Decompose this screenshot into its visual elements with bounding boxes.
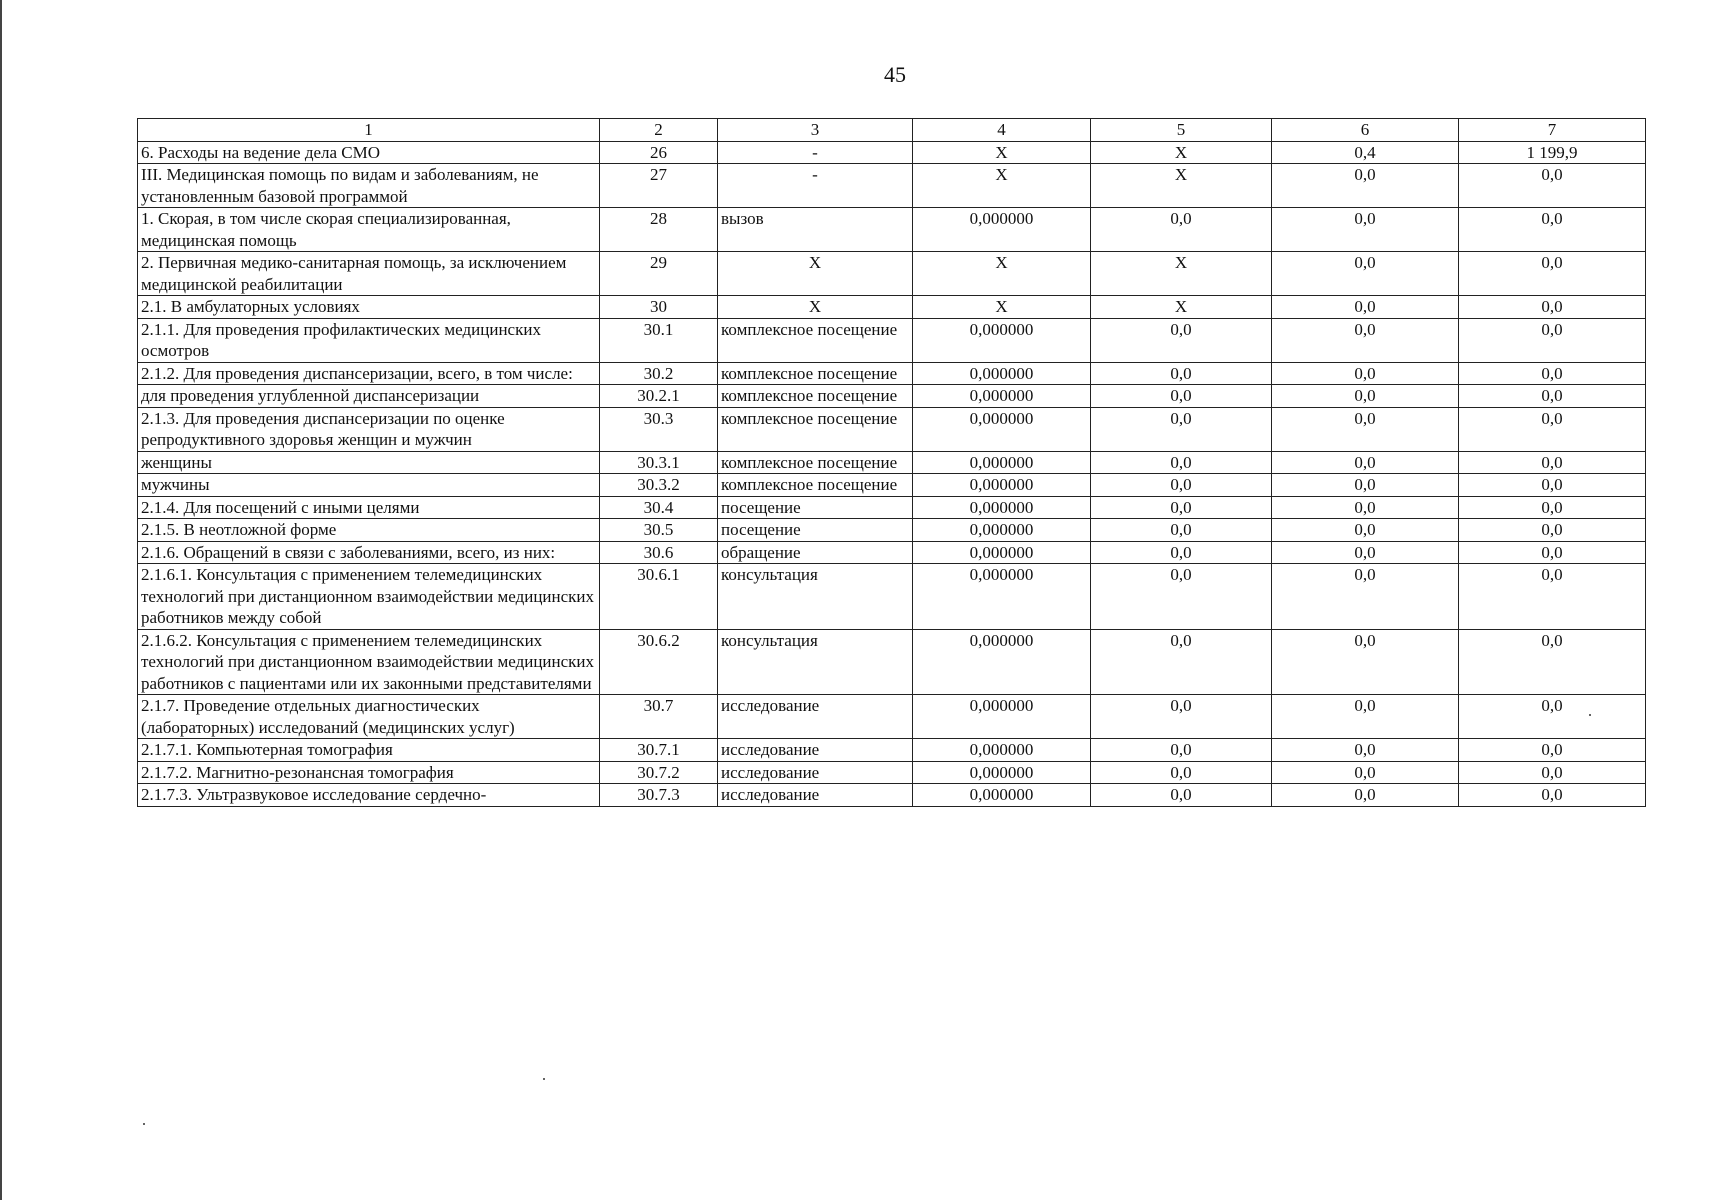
table-cell-5: 0,0 <box>1091 362 1272 385</box>
table-cell-1: 2.1.7.1. Компьютерная томография <box>138 739 600 762</box>
table-row <box>138 141 1646 164</box>
table-cell-2: 27 <box>600 164 718 208</box>
table-cell-1: для проведения углубленной диспансеризации <box>138 385 600 408</box>
table-cell-2: 30.7 <box>600 695 718 739</box>
table-cell-6: 0,0 <box>1272 784 1459 807</box>
table-cell-4: 0,000000 <box>913 784 1091 807</box>
table-cell-4: 0,000000 <box>913 208 1091 252</box>
table-cell-6: 0,0 <box>1272 739 1459 762</box>
table-row <box>138 761 1646 784</box>
table-cell-2: 28 <box>600 208 718 252</box>
table-cell-5: 0,0 <box>1091 784 1272 807</box>
table-cell-3: обращение <box>718 541 913 564</box>
table-cell-4: 0,000000 <box>913 496 1091 519</box>
table-cell-2: 30.6.2 <box>600 629 718 695</box>
table-cell-3: комплексное посещение <box>718 407 913 451</box>
table-cell-2: 30.3.2 <box>600 474 718 497</box>
table-cell-6: 0,0 <box>1272 318 1459 362</box>
table-cell-6: 0,4 <box>1272 141 1459 164</box>
table-row <box>138 385 1646 408</box>
table-cell-3: - <box>718 141 913 164</box>
table-cell-7: 0,0 <box>1459 519 1646 542</box>
table-cell-7: 0,0 <box>1459 407 1646 451</box>
table-cell-4: 0,000000 <box>913 385 1091 408</box>
table-cell-7: 0,0 <box>1459 362 1646 385</box>
table-cell-4: 0,000000 <box>913 629 1091 695</box>
scan-edge <box>0 0 2 1200</box>
table-row <box>138 252 1646 296</box>
table-cell-1: 2.1. В амбулаторных условиях <box>138 296 600 319</box>
table-cell-5: Х <box>1091 296 1272 319</box>
table-cell-5: 0,0 <box>1091 629 1272 695</box>
table-cell-4: 0,000000 <box>913 519 1091 542</box>
header-cell: 4 <box>913 119 1091 142</box>
header-cell: 5 <box>1091 119 1272 142</box>
table-cell-5: 0,0 <box>1091 451 1272 474</box>
table-cell-2: 30 <box>600 296 718 319</box>
table-cell-4: Х <box>913 164 1091 208</box>
table-cell-3: комплексное посещение <box>718 474 913 497</box>
table-cell-2: 30.6.1 <box>600 564 718 630</box>
header-cell: 3 <box>718 119 913 142</box>
table-cell-1: 2.1.7.2. Магнитно-резонансная томография <box>138 761 600 784</box>
table-cell-1: 2.1.7. Проведение отдельных диагностических (лабораторных) исследований (медицинских услуг) <box>138 695 600 739</box>
table-cell-5: 0,0 <box>1091 208 1272 252</box>
table-row <box>138 407 1646 451</box>
table-cell-2: 30.3.1 <box>600 451 718 474</box>
table-cell-2: 30.1 <box>600 318 718 362</box>
header-cell: 1 <box>138 119 600 142</box>
table-cell-1: 2.1.1. Для проведения профилактических медицинских осмотров <box>138 318 600 362</box>
table-cell-2: 30.2.1 <box>600 385 718 408</box>
table-cell-7: 0,0 <box>1459 385 1646 408</box>
table-cell-6: 0,0 <box>1272 519 1459 542</box>
table-row <box>138 784 1646 807</box>
table-cell-4: 0,000000 <box>913 474 1091 497</box>
table-cell-3: консультация <box>718 564 913 630</box>
table-cell-4: 0,000000 <box>913 739 1091 762</box>
scan-speck <box>143 1123 145 1125</box>
page-number: 45 <box>884 62 906 87</box>
header-cell: 6 <box>1272 119 1459 142</box>
table-cell-5: 0,0 <box>1091 474 1272 497</box>
table-cell-5: 0,0 <box>1091 519 1272 542</box>
table-cell-5: Х <box>1091 252 1272 296</box>
table-cell-1: 2.1.6.2. Консультация с применением телемедицинских технологий при дистанционном взаимодействии медицинских работников с пациентами или их законными представителями <box>138 629 600 695</box>
table-cell-3: посещение <box>718 496 913 519</box>
table-cell-1: 2. Первичная медико-санитарная помощь, за исключением медицинской реабилитации <box>138 252 600 296</box>
table-row <box>138 519 1646 542</box>
table-cell-4: 0,000000 <box>913 451 1091 474</box>
table-cell-3: комплексное посещение <box>718 318 913 362</box>
table-cell-2: 26 <box>600 141 718 164</box>
table-cell-6: 0,0 <box>1272 407 1459 451</box>
table-cell-6: 0,0 <box>1272 296 1459 319</box>
table-row <box>138 451 1646 474</box>
table-cell-4: Х <box>913 252 1091 296</box>
table-cell-7: 0,0 <box>1459 541 1646 564</box>
table-row <box>138 296 1646 319</box>
table-cell-3: Х <box>718 252 913 296</box>
table-cell-5: 0,0 <box>1091 541 1272 564</box>
table-cell-3: консультация <box>718 629 913 695</box>
table-cell-7: 0,0 <box>1459 739 1646 762</box>
table-cell-7: 0,0 <box>1459 296 1646 319</box>
table-cell-2: 30.3 <box>600 407 718 451</box>
table-cell-7: 0,0 <box>1459 695 1646 739</box>
table-cell-3: Х <box>718 296 913 319</box>
table-cell-2: 30.6 <box>600 541 718 564</box>
table-row <box>138 318 1646 362</box>
table-cell-4: 0,000000 <box>913 318 1091 362</box>
table-cell-6: 0,0 <box>1272 164 1459 208</box>
table-cell-3: исследование <box>718 784 913 807</box>
table-cell-4: 0,000000 <box>913 407 1091 451</box>
table-row <box>138 474 1646 497</box>
table-body <box>138 119 1646 807</box>
table-cell-6: 0,0 <box>1272 451 1459 474</box>
table-cell-6: 0,0 <box>1272 208 1459 252</box>
scan-speck <box>543 1078 545 1080</box>
table-cell-1: мужчины <box>138 474 600 497</box>
table-cell-3: комплексное посещение <box>718 451 913 474</box>
table-cell-5: Х <box>1091 164 1272 208</box>
table-cell-4: Х <box>913 296 1091 319</box>
table-cell-3: исследование <box>718 739 913 762</box>
table-cell-1: 2.1.6.1. Консультация с применением телемедицинских технологий при дистанционном взаимодействии медицинских работников между собой <box>138 564 600 630</box>
table-cell-6: 0,0 <box>1272 695 1459 739</box>
table-cell-4: 0,000000 <box>913 541 1091 564</box>
table-cell-6: 0,0 <box>1272 564 1459 630</box>
table-cell-6: 0,0 <box>1272 252 1459 296</box>
table-cell-6: 0,0 <box>1272 541 1459 564</box>
table-cell-1: 6. Расходы на ведение дела СМО <box>138 141 600 164</box>
table-cell-1: 2.1.4. Для посещений с иными целями <box>138 496 600 519</box>
data-table <box>137 118 1646 807</box>
table-cell-7: 0,0 <box>1459 164 1646 208</box>
table-cell-2: 30.7.1 <box>600 739 718 762</box>
table-cell-4: 0,000000 <box>913 564 1091 630</box>
table-cell-3: вызов <box>718 208 913 252</box>
table-cell-1: 1. Скорая, в том числе скорая специализированная, медицинская помощь <box>138 208 600 252</box>
table-cell-7: 0,0 <box>1459 318 1646 362</box>
table-cell-2: 30.5 <box>600 519 718 542</box>
table-cell-5: 0,0 <box>1091 385 1272 408</box>
table-row <box>138 208 1646 252</box>
table-cell-6: 0,0 <box>1272 385 1459 408</box>
table-cell-7: 0,0 <box>1459 252 1646 296</box>
table-row <box>138 629 1646 695</box>
table-row <box>138 564 1646 630</box>
header-cell: 2 <box>600 119 718 142</box>
table-cell-7: 0,0 <box>1459 629 1646 695</box>
table-cell-5: 0,0 <box>1091 695 1272 739</box>
table-cell-1: III. Медицинская помощь по видам и заболеваниям, не установленным базовой программой <box>138 164 600 208</box>
scan-speck <box>1589 714 1591 716</box>
table-cell-6: 0,0 <box>1272 629 1459 695</box>
table-cell-6: 0,0 <box>1272 362 1459 385</box>
table-cell-3: комплексное посещение <box>718 362 913 385</box>
table-cell-7: 0,0 <box>1459 564 1646 630</box>
table-cell-7: 0,0 <box>1459 496 1646 519</box>
table-cell-5: 0,0 <box>1091 761 1272 784</box>
table-cell-7: 0,0 <box>1459 761 1646 784</box>
table-cell-6: 0,0 <box>1272 474 1459 497</box>
table-cell-5: 0,0 <box>1091 739 1272 762</box>
table-cell-2: 30.7.3 <box>600 784 718 807</box>
table-cell-5: 0,0 <box>1091 564 1272 630</box>
table-cell-7: 0,0 <box>1459 474 1646 497</box>
table-cell-6: 0,0 <box>1272 496 1459 519</box>
table-cell-1: 2.1.3. Для проведения диспансеризации по оценке репродуктивного здоровья женщин и мужчин <box>138 407 600 451</box>
table-cell-2: 30.7.2 <box>600 761 718 784</box>
table-cell-6: 0,0 <box>1272 761 1459 784</box>
table-cell-7: 0,0 <box>1459 784 1646 807</box>
table-cell-1: 2.1.6. Обращений в связи с заболеваниями, всего, из них: <box>138 541 600 564</box>
table-cell-5: 0,0 <box>1091 407 1272 451</box>
table-cell-2: 30.4 <box>600 496 718 519</box>
header-row <box>138 119 1646 142</box>
table-cell-1: женщины <box>138 451 600 474</box>
table-cell-7: 0,0 <box>1459 451 1646 474</box>
table-cell-7: 0,0 <box>1459 208 1646 252</box>
table-row <box>138 164 1646 208</box>
table-cell-4: 0,000000 <box>913 761 1091 784</box>
table-cell-3: исследование <box>718 761 913 784</box>
table-cell-2: 29 <box>600 252 718 296</box>
table-row <box>138 362 1646 385</box>
table-cell-2: 30.2 <box>600 362 718 385</box>
table-cell-3: - <box>718 164 913 208</box>
table-cell-7: 1 199,9 <box>1459 141 1646 164</box>
table-cell-5: 0,0 <box>1091 496 1272 519</box>
table-cell-1: 2.1.5. В неотложной форме <box>138 519 600 542</box>
table-row <box>138 496 1646 519</box>
table-cell-5: 0,0 <box>1091 318 1272 362</box>
table-cell-3: исследование <box>718 695 913 739</box>
table-row <box>138 695 1646 739</box>
table-cell-5: Х <box>1091 141 1272 164</box>
table-row <box>138 541 1646 564</box>
table-cell-1: 2.1.7.3. Ультразвуковое исследование сердечно- <box>138 784 600 807</box>
header-cell: 7 <box>1459 119 1646 142</box>
table-cell-4: Х <box>913 141 1091 164</box>
table-cell-3: комплексное посещение <box>718 385 913 408</box>
table-cell-4: 0,000000 <box>913 362 1091 385</box>
table-row <box>138 739 1646 762</box>
table-cell-4: 0,000000 <box>913 695 1091 739</box>
table-cell-3: посещение <box>718 519 913 542</box>
table-cell-1: 2.1.2. Для проведения диспансеризации, всего, в том числе: <box>138 362 600 385</box>
